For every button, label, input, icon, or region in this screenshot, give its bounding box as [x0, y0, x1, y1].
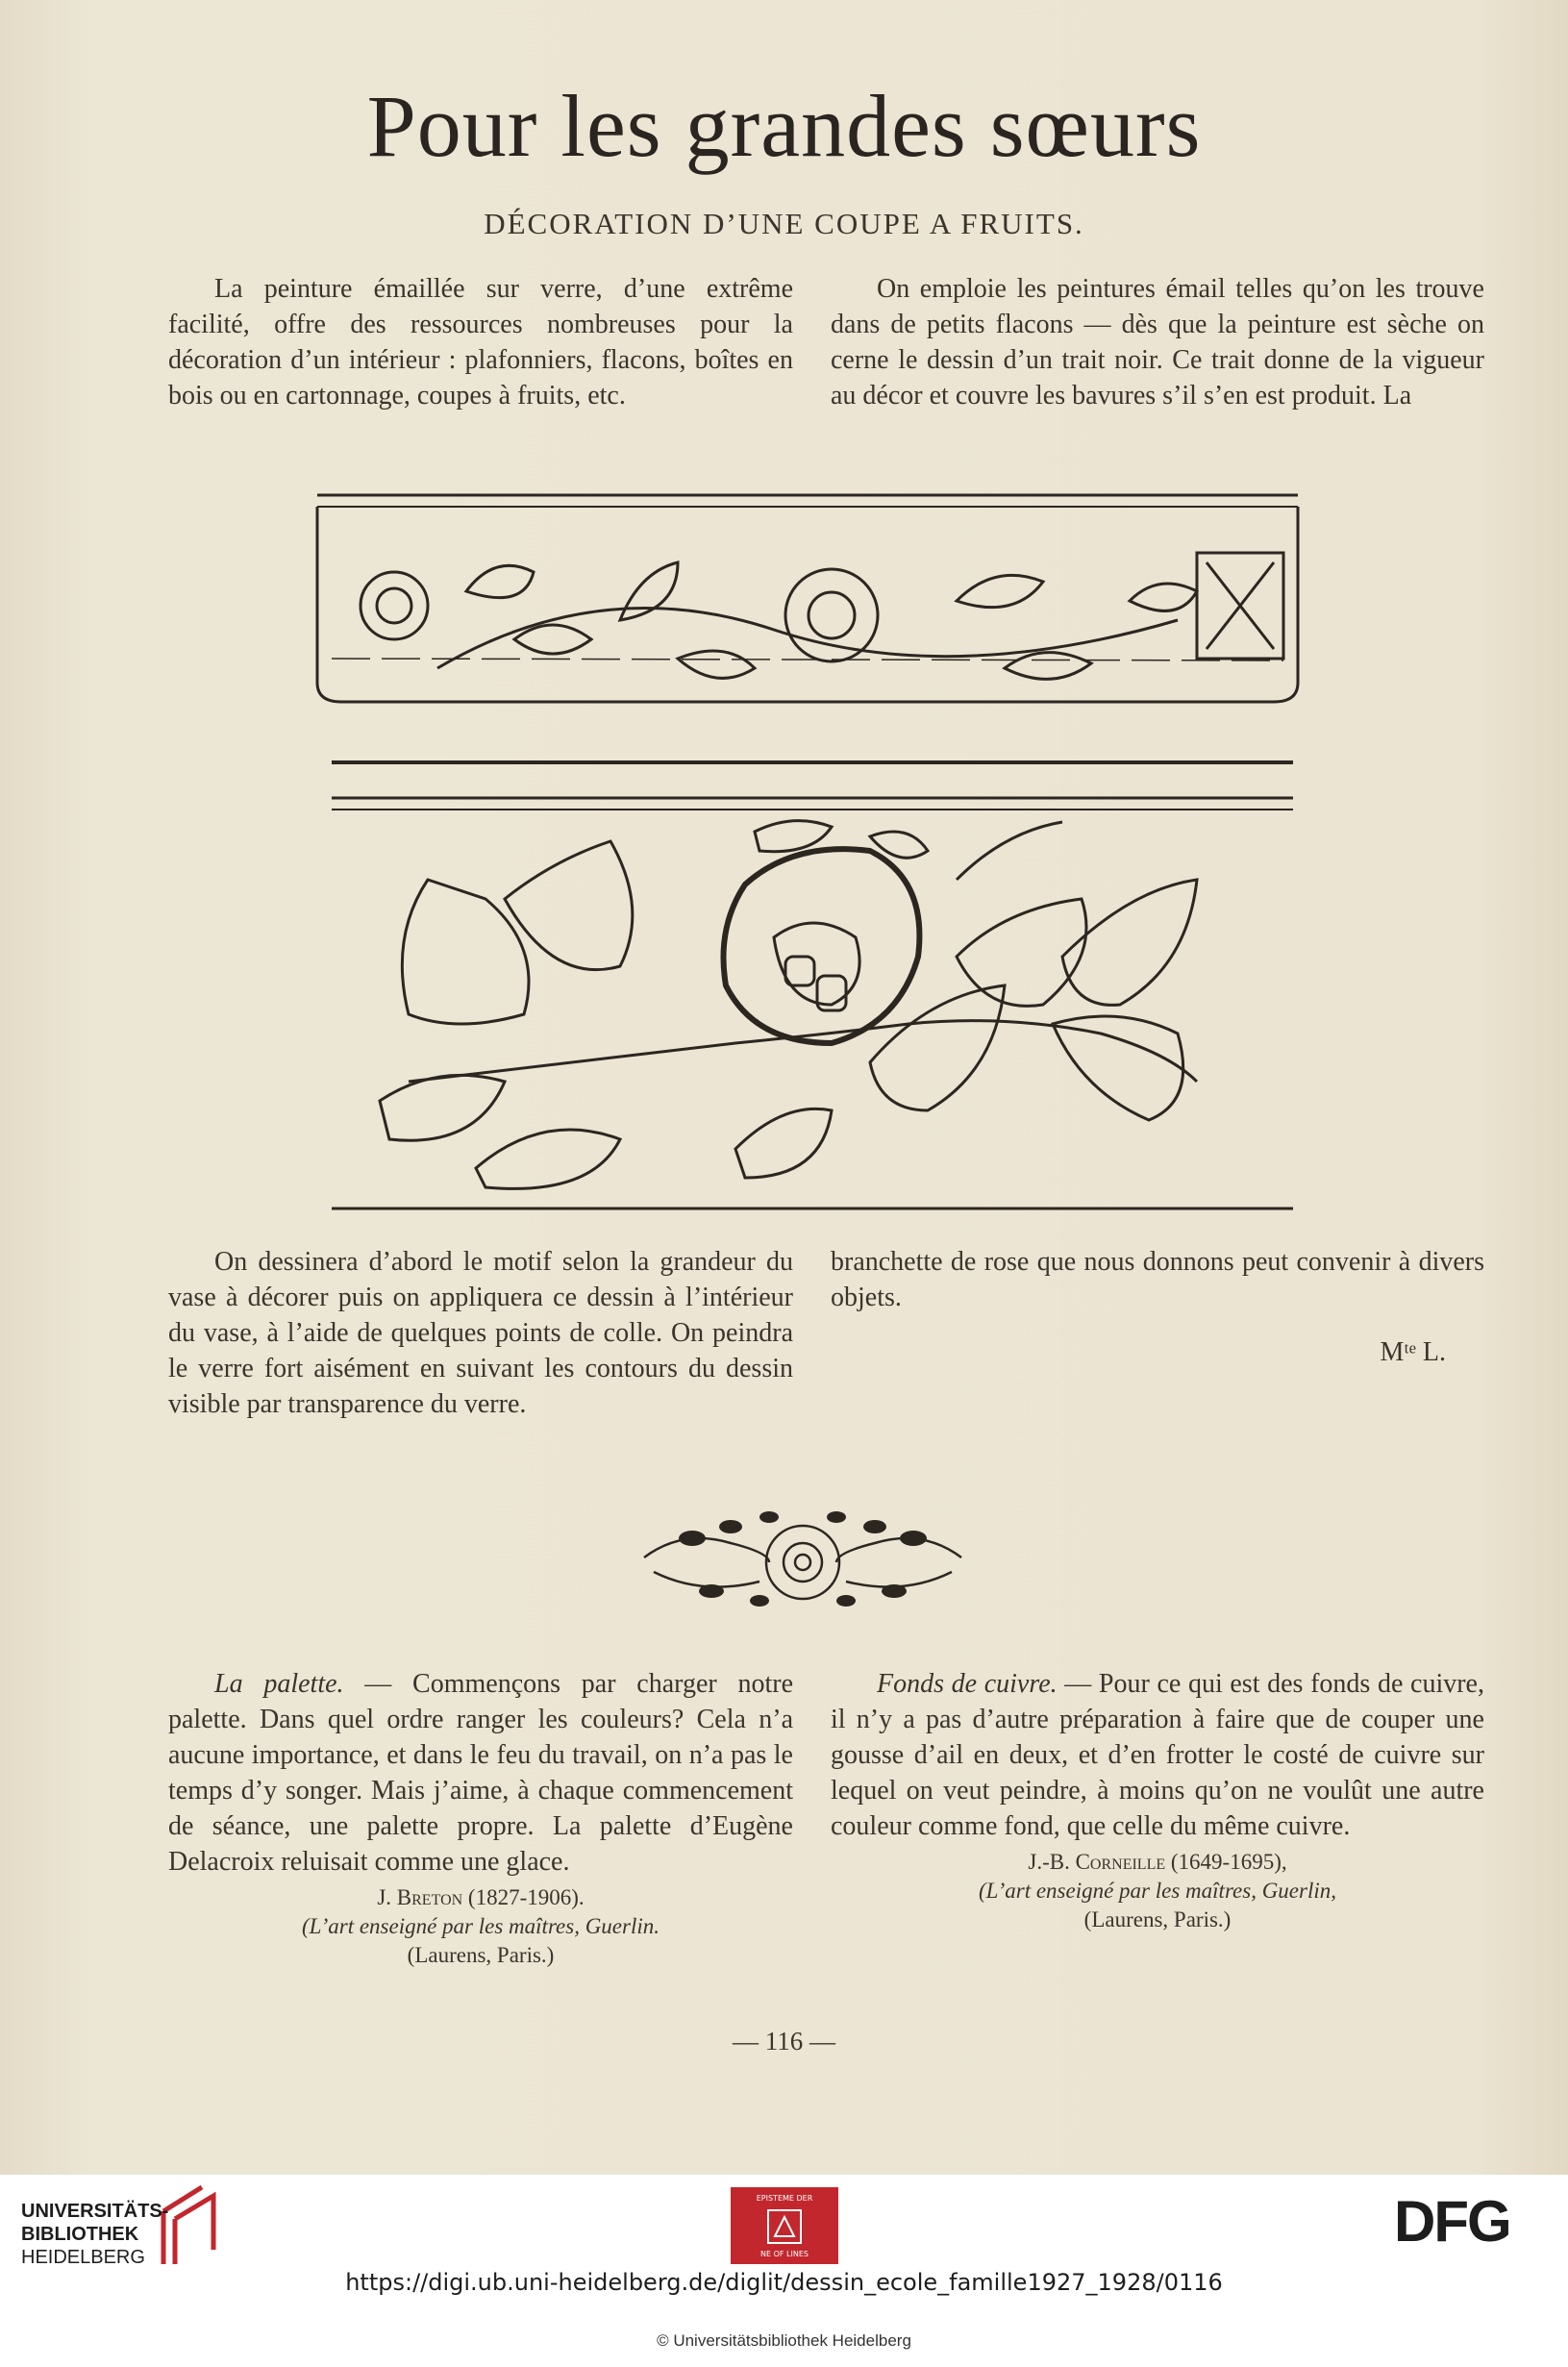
quote-left-author: J. Breton (1827-1906). — [377, 1885, 585, 1909]
author-signature: Mᵗᵉ L. — [1380, 1337, 1446, 1367]
quote-right-lead: Fonds de cuivre. — [877, 1669, 1058, 1699]
intro-left-column — [168, 271, 793, 413]
quote-left-source: (L’art enseigné par les maîtres, Guerlin. — [301, 1914, 660, 1938]
quote-left-publisher: (Laurens, Paris.) — [407, 1943, 555, 1967]
copyright-notice: © Universitätsbibliothek Heidelberg — [657, 2331, 911, 2350]
library-name-line1: UNIVERSITÄTS- — [21, 2201, 169, 2222]
rose-border-illustration — [312, 486, 1303, 764]
intro-left-text: La peinture émaillée sur verre, d’une extrême facilité, offre des ressources nombreuses pour la décoration d’un intérieur : plafonniers, flacons, boîtes en bois ou en cartonnage, coupes à fruits, etc. — [168, 274, 793, 411]
body-right-text: branchette de rose que nous donnons peut convenir à divers objets. — [831, 1247, 1484, 1312]
library-logo-text — [21, 2200, 168, 2269]
body-right-column — [831, 1244, 1484, 1370]
episteme-line1: EPISTEME DER — [756, 2194, 813, 2203]
library-name-line3: HEIDELBERG — [21, 2247, 145, 2268]
episteme-line2: NE OF LINES — [760, 2250, 809, 2258]
floral-vignette-ornament — [625, 1500, 981, 1615]
quote-left — [168, 1666, 793, 1970]
quote-left-text: — Commençons par charger notre palette. Dans quel ordre ranger les couleurs? Cela n’a aucune importance, et dans le feu du travail, on n’a pas le temps d’y songer. Mais j’aime, à chaque commencement de séance, une palette propre. La palette d’Eugène Delacroix reluisait comme une glace. — [168, 1669, 794, 1877]
quote-right-source: (L’art enseigné par les maîtres, Guerlin, — [978, 1879, 1336, 1903]
rose-branch-illustration — [332, 793, 1303, 1216]
intro-right-column — [831, 271, 1484, 413]
quote-right-text: — Pour ce qui est des fonds de cuivre, il n’y a pas d’autre préparation à faire que de couper une gousse d’ail en deux, et d’en frotter le costé de cuivre sur lequel on veut peindre, à moins qu’on ne voulût une autre couleur comme fond, que celle du même cuivre. — [831, 1669, 1484, 1841]
page-subtitle: DÉCORATION D’UNE COUPE A FRUITS. — [484, 207, 1084, 240]
dfg-logo[interactable]: DFG — [1394, 2189, 1510, 2254]
quote-left-lead: La palette. — [214, 1669, 344, 1699]
quote-right-publisher: (Laurens, Paris.) — [1083, 1907, 1232, 1931]
quote-right — [831, 1666, 1484, 1934]
page-title: Pour les grandes sœurs — [366, 77, 1202, 175]
page-number: — 116 — — [733, 2027, 835, 2056]
body-left-column — [168, 1244, 793, 1422]
quote-right-author: J.-B. Corneille (1649-1695), — [1028, 1850, 1287, 1874]
permalink-url[interactable]: https://digi.ub.uni-heidelberg.de/diglit/dessin_ecole_famille1927_1928/0116 — [345, 2269, 1223, 2296]
body-left-text: On dessinera d’abord le motif selon la grandeur du vase à décorer puis on appliquera ce dessin à l’intérieur du vase, à l’aide de quelques points de colle. On peindra le verre fort aisément en suivant les contours du dessin visible par transparence du verre. — [168, 1247, 793, 1419]
episteme-logo-text — [731, 2194, 838, 2259]
episteme-emblem-icon — [765, 2207, 804, 2246]
library-name-line2: BIBLIOTHEK — [21, 2224, 139, 2245]
intro-right-text: On emploie les peintures émail telles qu’on les trouve dans de petits flacons — dès que la peinture est sèche on cerne le dessin d’un trait noir. Ce trait donne de la vigueur au décor et couvre les bavures s’il s’en est produit. La — [831, 274, 1484, 411]
